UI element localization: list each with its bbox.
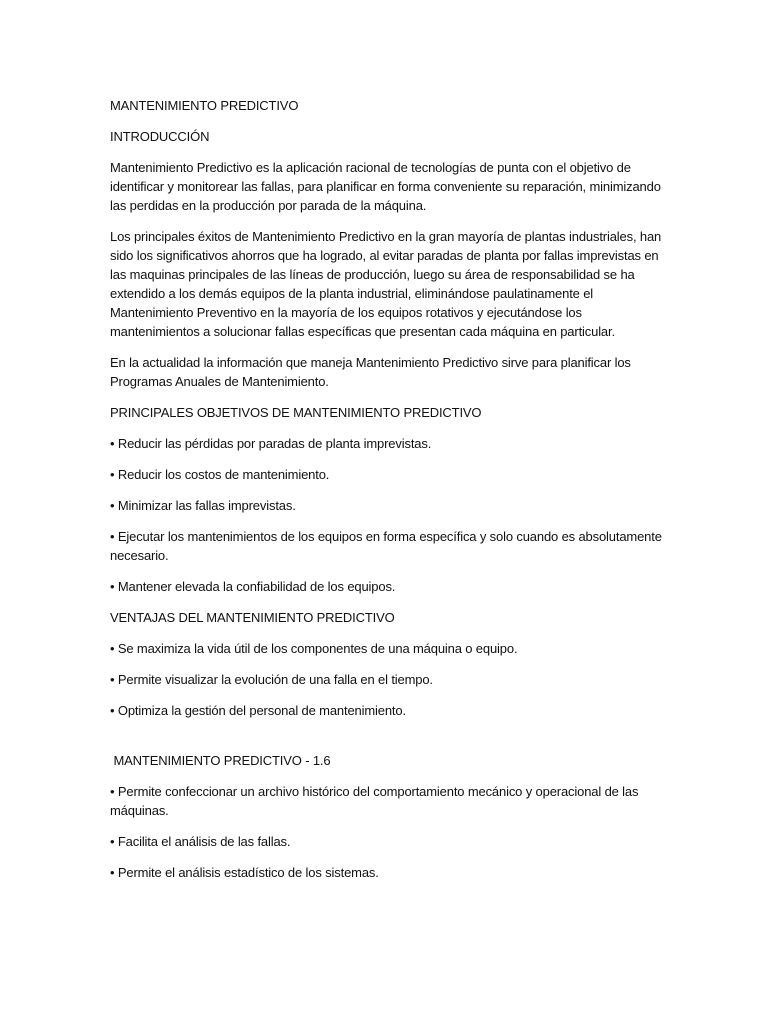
advantages-heading: VENTAJAS DEL MANTENIMIENTO PREDICTIVO <box>110 610 395 625</box>
list-item: • Ejecutar los mantenimientos de los equipos en forma específica y solo cuando es absolutamente necesario. <box>110 529 662 563</box>
paragraph: Mantenimiento Predictivo es la aplicación racional de tecnologías de punta con el objetivo de identificar y monitorear las fallas, para planificar en forma conveniente su reparación, minimizando las perdidas en la producción por parada de la máquina. <box>110 160 661 213</box>
paragraph: En la actualidad la información que maneja Mantenimiento Predictivo sirve para planificar los Programas Anuales de Mantenimiento. <box>110 355 631 389</box>
list-item: • Permite visualizar la evolución de una falla en el tiempo. <box>110 672 433 687</box>
document-page <box>110 96 662 894</box>
document-title: MANTENIMIENTO PREDICTIVO <box>110 98 299 113</box>
paragraph: Los principales éxitos de Mantenimiento Predictivo en la gran mayoría de plantas industriales, han sido los significativos ahorros que ha logrado, al evitar paradas de planta por fallas imprevistas en las maquinas principales de las líneas de producción, luego su área de responsabilidad se ha extendido a los demás equipos de la planta industrial, eliminándose paulatinamente el Mantenimiento Preventivo en la mayoría de los equipos rotativos y ejecutándose los mantenimientos a solucionar fallas específicas que presentan cada máquina en particular. <box>110 229 662 339</box>
list-item: • Minimizar las fallas imprevistas. <box>110 498 296 513</box>
list-item: • Facilita el análisis de las fallas. <box>110 834 291 849</box>
section-heading: MANTENIMIENTO PREDICTIVO - 1.6 <box>110 753 331 768</box>
spacer <box>110 732 662 751</box>
list-item: • Optimiza la gestión del personal de mantenimiento. <box>110 703 406 718</box>
list-item: • Mantener elevada la confiabilidad de los equipos. <box>110 579 396 594</box>
list-item: • Se maximiza la vida útil de los componentes de una máquina o equipo. <box>110 641 518 656</box>
objectives-heading: PRINCIPALES OBJETIVOS DE MANTENIMIENTO PREDICTIVO <box>110 405 482 420</box>
list-item: • Permite el análisis estadístico de los sistemas. <box>110 865 379 880</box>
list-item: • Reducir las pérdidas por paradas de planta imprevistas. <box>110 436 432 451</box>
intro-heading: INTRODUCCIÓN <box>110 129 210 144</box>
list-item: • Reducir los costos de mantenimiento. <box>110 467 330 482</box>
list-item: • Permite confeccionar un archivo histórico del comportamiento mecánico y operacional de las máquinas. <box>110 784 639 818</box>
